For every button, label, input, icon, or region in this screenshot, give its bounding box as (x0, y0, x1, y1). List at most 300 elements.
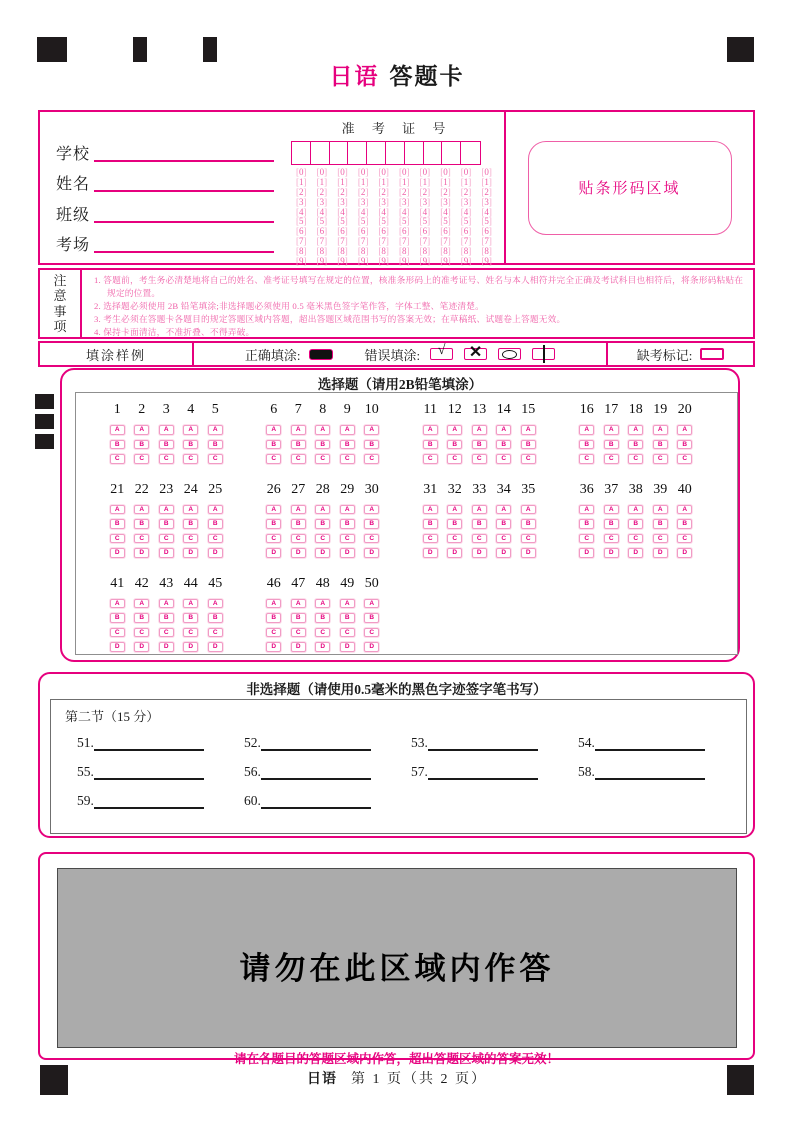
answer-bubble-18-C[interactable]: C (628, 454, 643, 464)
answer-bubble-9-C[interactable]: C (340, 454, 355, 464)
digit-bubble[interactable]: [2] (460, 186, 472, 197)
answer-bubble-30-A[interactable]: A (364, 505, 379, 515)
answer-bubble-43-C[interactable]: C (159, 628, 174, 638)
answer-bubble-2-B[interactable]: B (134, 440, 149, 450)
answer-bubble-18-A[interactable]: A (628, 425, 643, 435)
answer-bubble-16-B[interactable]: B (579, 440, 594, 450)
answer-bubble-9-A[interactable]: A (340, 425, 355, 435)
digit-bubble[interactable]: [6] (378, 226, 389, 237)
digit-bubble[interactable]: [1] (378, 176, 389, 187)
answer-bubble-40-B[interactable]: B (677, 519, 692, 529)
answer-bubble-11-B[interactable]: B (423, 440, 438, 450)
answer-bubble-32-A[interactable]: A (447, 505, 462, 515)
digit-bubble[interactable]: [9] (296, 256, 307, 267)
digit-bubble[interactable]: [1] (399, 176, 410, 187)
answer-bubble-38-B[interactable]: B (628, 519, 643, 529)
answer-bubble-22-A[interactable]: A (134, 505, 149, 515)
answer-bubble-16-C[interactable]: C (579, 454, 594, 464)
answer-bubble-41-A[interactable]: A (110, 599, 125, 609)
answer-bubble-42-B[interactable]: B (134, 613, 149, 623)
answer-bubble-4-A[interactable]: A (183, 425, 198, 435)
answer-bubble-35-A[interactable]: A (521, 505, 536, 515)
digit-bubble[interactable]: [6] (296, 226, 307, 237)
answer-bubble-11-C[interactable]: C (423, 454, 438, 464)
answer-bubble-25-B[interactable]: B (208, 519, 223, 529)
digit-bubble[interactable]: [7] (378, 236, 389, 247)
digit-bubble[interactable]: [2] (399, 186, 410, 197)
answer-bubble-34-B[interactable]: B (496, 519, 511, 529)
digit-bubble[interactable]: [6] (316, 226, 328, 237)
answer-bubble-44-B[interactable]: B (183, 613, 198, 623)
digit-bubble[interactable]: [3] (460, 196, 472, 207)
answer-bubble-31-B[interactable]: B (423, 519, 438, 529)
exam-number-box[interactable] (310, 141, 331, 165)
digit-bubble[interactable]: [4] (316, 206, 328, 217)
answer-bubble-33-C[interactable]: C (472, 534, 487, 544)
digit-bubble[interactable]: [3] (378, 196, 389, 207)
answer-bubble-6-B[interactable]: B (266, 440, 281, 450)
answer-bubble-12-A[interactable]: A (447, 425, 462, 435)
subjective-blank-line[interactable] (595, 767, 705, 780)
digit-bubble[interactable]: [5] (460, 216, 472, 227)
digit-bubble[interactable]: [2] (378, 186, 389, 197)
field-blank-line[interactable] (94, 174, 274, 192)
answer-bubble-29-C[interactable]: C (340, 534, 355, 544)
digit-bubble[interactable]: [8] (481, 246, 492, 257)
digit-bubble[interactable]: [4] (337, 206, 348, 217)
digit-bubble[interactable]: [6] (357, 226, 369, 237)
digit-bubble[interactable]: [7] (460, 236, 472, 247)
answer-bubble-47-D[interactable]: D (291, 642, 306, 652)
digit-bubble[interactable]: [1] (296, 176, 307, 187)
digit-bubble[interactable]: [4] (399, 206, 410, 217)
answer-bubble-34-C[interactable]: C (496, 534, 511, 544)
answer-bubble-42-D[interactable]: D (134, 642, 149, 652)
answer-bubble-44-C[interactable]: C (183, 628, 198, 638)
subjective-blank-line[interactable] (261, 796, 371, 809)
answer-bubble-43-A[interactable]: A (159, 599, 174, 609)
digit-bubble[interactable]: [5] (399, 216, 410, 227)
answer-bubble-16-A[interactable]: A (579, 425, 594, 435)
absent-mark-box[interactable] (700, 348, 724, 360)
digit-bubble[interactable]: [9] (481, 256, 492, 267)
answer-bubble-45-A[interactable]: A (208, 599, 223, 609)
digit-bubble[interactable]: [1] (316, 176, 328, 187)
digit-bubble[interactable]: [2] (440, 186, 451, 197)
answer-bubble-36-D[interactable]: D (579, 548, 594, 558)
answer-bubble-46-C[interactable]: C (266, 628, 281, 638)
answer-bubble-1-C[interactable]: C (110, 454, 125, 464)
exam-number-box[interactable] (441, 141, 462, 165)
answer-bubble-21-C[interactable]: C (110, 534, 125, 544)
answer-bubble-1-A[interactable]: A (110, 425, 125, 435)
answer-bubble-34-A[interactable]: A (496, 505, 511, 515)
answer-bubble-32-C[interactable]: C (447, 534, 462, 544)
answer-bubble-1-B[interactable]: B (110, 440, 125, 450)
subjective-blank-line[interactable] (595, 738, 705, 751)
answer-bubble-22-C[interactable]: C (134, 534, 149, 544)
answer-bubble-45-D[interactable]: D (208, 642, 223, 652)
answer-bubble-5-A[interactable]: A (208, 425, 223, 435)
digit-bubble[interactable]: [0] (440, 167, 451, 177)
subjective-blank-line[interactable] (261, 738, 371, 751)
answer-bubble-6-A[interactable]: A (266, 425, 281, 435)
digit-bubble[interactable]: [1] (337, 176, 348, 187)
digit-bubble[interactable]: [3] (481, 196, 492, 207)
answer-bubble-33-A[interactable]: A (472, 505, 487, 515)
subjective-blank-line[interactable] (261, 767, 371, 780)
answer-bubble-25-C[interactable]: C (208, 534, 223, 544)
answer-bubble-38-D[interactable]: D (628, 548, 643, 558)
field-blank-line[interactable] (94, 205, 274, 223)
answer-bubble-17-C[interactable]: C (604, 454, 619, 464)
answer-bubble-22-B[interactable]: B (134, 519, 149, 529)
answer-bubble-46-D[interactable]: D (266, 642, 281, 652)
answer-bubble-47-A[interactable]: A (291, 599, 306, 609)
answer-bubble-41-C[interactable]: C (110, 628, 125, 638)
exam-number-box[interactable] (404, 141, 425, 165)
answer-bubble-13-C[interactable]: C (472, 454, 487, 464)
answer-bubble-29-D[interactable]: D (340, 548, 355, 558)
digit-bubble[interactable]: [6] (337, 226, 348, 237)
answer-bubble-36-C[interactable]: C (579, 534, 594, 544)
answer-bubble-30-D[interactable]: D (364, 548, 379, 558)
answer-bubble-26-A[interactable]: A (266, 505, 281, 515)
answer-bubble-49-D[interactable]: D (340, 642, 355, 652)
answer-bubble-35-D[interactable]: D (521, 548, 536, 558)
answer-bubble-19-A[interactable]: A (653, 425, 668, 435)
answer-bubble-17-A[interactable]: A (604, 425, 619, 435)
answer-bubble-45-C[interactable]: C (208, 628, 223, 638)
answer-bubble-49-C[interactable]: C (340, 628, 355, 638)
answer-bubble-44-D[interactable]: D (183, 642, 198, 652)
answer-bubble-22-D[interactable]: D (134, 548, 149, 558)
answer-bubble-48-B[interactable]: B (315, 613, 330, 623)
digit-bubble[interactable]: [3] (440, 196, 451, 207)
digit-bubble[interactable]: [0] (337, 167, 348, 177)
digit-bubble[interactable]: [1] (460, 176, 472, 187)
digit-bubble[interactable]: [9] (440, 256, 451, 267)
answer-bubble-2-A[interactable]: A (134, 425, 149, 435)
barcode-paste-area[interactable] (528, 141, 732, 235)
answer-bubble-41-B[interactable]: B (110, 613, 125, 623)
answer-bubble-42-C[interactable]: C (134, 628, 149, 638)
answer-bubble-36-B[interactable]: B (579, 519, 594, 529)
answer-bubble-37-B[interactable]: B (604, 519, 619, 529)
digit-bubble[interactable]: [3] (296, 196, 307, 207)
answer-bubble-31-D[interactable]: D (423, 548, 438, 558)
answer-bubble-6-C[interactable]: C (266, 454, 281, 464)
field-blank-line[interactable] (94, 144, 274, 162)
answer-bubble-35-B[interactable]: B (521, 519, 536, 529)
answer-bubble-40-C[interactable]: C (677, 534, 692, 544)
answer-bubble-39-A[interactable]: A (653, 505, 668, 515)
answer-bubble-46-A[interactable]: A (266, 599, 281, 609)
subjective-blank-line[interactable] (94, 796, 204, 809)
answer-bubble-29-A[interactable]: A (340, 505, 355, 515)
answer-bubble-35-C[interactable]: C (521, 534, 536, 544)
answer-bubble-3-C[interactable]: C (159, 454, 174, 464)
digit-bubble[interactable]: [8] (296, 246, 307, 257)
digit-bubble[interactable]: [7] (399, 236, 410, 247)
answer-bubble-23-C[interactable]: C (159, 534, 174, 544)
answer-bubble-28-C[interactable]: C (315, 534, 330, 544)
digit-bubble[interactable]: [6] (419, 226, 431, 237)
digit-bubble[interactable]: [0] (316, 167, 328, 177)
answer-bubble-36-A[interactable]: A (579, 505, 594, 515)
answer-bubble-28-B[interactable]: B (315, 519, 330, 529)
answer-bubble-39-C[interactable]: C (653, 534, 668, 544)
answer-bubble-37-C[interactable]: C (604, 534, 619, 544)
digit-bubble[interactable]: [7] (296, 236, 307, 247)
digit-bubble[interactable]: [3] (419, 196, 431, 207)
exam-number-box[interactable] (460, 141, 481, 165)
digit-bubble[interactable]: [9] (337, 256, 348, 267)
digit-bubble[interactable]: [3] (337, 196, 348, 207)
digit-bubble[interactable]: [8] (419, 246, 431, 257)
digit-bubble[interactable]: [8] (460, 246, 472, 257)
answer-bubble-3-B[interactable]: B (159, 440, 174, 450)
digit-bubble[interactable]: [9] (399, 256, 410, 267)
answer-bubble-50-C[interactable]: C (364, 628, 379, 638)
answer-bubble-30-C[interactable]: C (364, 534, 379, 544)
answer-bubble-38-A[interactable]: A (628, 505, 643, 515)
answer-bubble-19-B[interactable]: B (653, 440, 668, 450)
digit-bubble[interactable]: [4] (481, 206, 492, 217)
answer-bubble-49-A[interactable]: A (340, 599, 355, 609)
answer-bubble-27-C[interactable]: C (291, 534, 306, 544)
answer-bubble-8-C[interactable]: C (315, 454, 330, 464)
answer-bubble-39-D[interactable]: D (653, 548, 668, 558)
answer-bubble-26-D[interactable]: D (266, 548, 281, 558)
digit-bubble[interactable]: [7] (481, 236, 492, 247)
answer-bubble-12-C[interactable]: C (447, 454, 462, 464)
answer-bubble-50-A[interactable]: A (364, 599, 379, 609)
answer-bubble-25-D[interactable]: D (208, 548, 223, 558)
answer-bubble-15-B[interactable]: B (521, 440, 536, 450)
answer-bubble-46-B[interactable]: B (266, 613, 281, 623)
digit-bubble[interactable]: [2] (357, 186, 369, 197)
digit-bubble[interactable]: [5] (419, 216, 431, 227)
answer-bubble-21-B[interactable]: B (110, 519, 125, 529)
answer-bubble-8-A[interactable]: A (315, 425, 330, 435)
digit-bubble[interactable]: [4] (440, 206, 451, 217)
answer-bubble-27-D[interactable]: D (291, 548, 306, 558)
answer-bubble-4-C[interactable]: C (183, 454, 198, 464)
exam-number-box[interactable] (385, 141, 406, 165)
digit-bubble[interactable]: [6] (440, 226, 451, 237)
digit-bubble[interactable]: [1] (419, 176, 431, 187)
answer-bubble-38-C[interactable]: C (628, 534, 643, 544)
answer-bubble-37-A[interactable]: A (604, 505, 619, 515)
digit-bubble[interactable]: [0] (378, 167, 389, 177)
digit-bubble[interactable]: [9] (460, 256, 472, 267)
answer-bubble-10-A[interactable]: A (364, 425, 379, 435)
digit-bubble[interactable]: [8] (399, 246, 410, 257)
digit-bubble[interactable]: [6] (481, 226, 492, 237)
subjective-blank-line[interactable] (94, 738, 204, 751)
answer-bubble-37-D[interactable]: D (604, 548, 619, 558)
exam-number-box[interactable] (329, 141, 350, 165)
subjective-blank-line[interactable] (428, 767, 538, 780)
answer-bubble-24-B[interactable]: B (183, 519, 198, 529)
digit-bubble[interactable]: [9] (378, 256, 389, 267)
digit-bubble[interactable]: [1] (440, 176, 451, 187)
answer-bubble-24-D[interactable]: D (183, 548, 198, 558)
answer-bubble-11-A[interactable]: A (423, 425, 438, 435)
digit-bubble[interactable]: [0] (460, 167, 472, 177)
exam-number-box[interactable] (347, 141, 368, 165)
answer-bubble-7-C[interactable]: C (291, 454, 306, 464)
answer-bubble-41-D[interactable]: D (110, 642, 125, 652)
answer-bubble-31-A[interactable]: A (423, 505, 438, 515)
digit-bubble[interactable]: [0] (419, 167, 431, 177)
digit-bubble[interactable]: [5] (481, 216, 492, 227)
digit-bubble[interactable]: [4] (460, 206, 472, 217)
answer-bubble-24-C[interactable]: C (183, 534, 198, 544)
digit-bubble[interactable]: [0] (399, 167, 410, 177)
answer-bubble-21-A[interactable]: A (110, 505, 125, 515)
answer-bubble-8-B[interactable]: B (315, 440, 330, 450)
digit-bubble[interactable]: [1] (357, 176, 369, 187)
answer-bubble-7-A[interactable]: A (291, 425, 306, 435)
digit-bubble[interactable]: [9] (357, 256, 369, 267)
digit-bubble[interactable]: [5] (316, 216, 328, 227)
digit-bubble[interactable]: [7] (337, 236, 348, 247)
digit-bubble[interactable]: [5] (337, 216, 348, 227)
digit-bubble[interactable]: [3] (316, 196, 328, 207)
answer-bubble-19-C[interactable]: C (653, 454, 668, 464)
digit-bubble[interactable]: [8] (440, 246, 451, 257)
answer-bubble-20-B[interactable]: B (677, 440, 692, 450)
digit-bubble[interactable]: [5] (378, 216, 389, 227)
answer-bubble-10-B[interactable]: B (364, 440, 379, 450)
answer-bubble-12-B[interactable]: B (447, 440, 462, 450)
digit-bubble[interactable]: [2] (481, 186, 492, 197)
answer-bubble-27-B[interactable]: B (291, 519, 306, 529)
answer-bubble-43-D[interactable]: D (159, 642, 174, 652)
answer-bubble-34-D[interactable]: D (496, 548, 511, 558)
answer-bubble-28-A[interactable]: A (315, 505, 330, 515)
digit-bubble[interactable]: [5] (440, 216, 451, 227)
answer-bubble-7-B[interactable]: B (291, 440, 306, 450)
answer-bubble-48-A[interactable]: A (315, 599, 330, 609)
answer-bubble-10-C[interactable]: C (364, 454, 379, 464)
answer-bubble-40-A[interactable]: A (677, 505, 692, 515)
answer-bubble-20-A[interactable]: A (677, 425, 692, 435)
answer-bubble-23-D[interactable]: D (159, 548, 174, 558)
answer-bubble-14-C[interactable]: C (496, 454, 511, 464)
digit-bubble[interactable]: [2] (296, 186, 307, 197)
answer-bubble-44-A[interactable]: A (183, 599, 198, 609)
answer-bubble-23-A[interactable]: A (159, 505, 174, 515)
answer-bubble-48-C[interactable]: C (315, 628, 330, 638)
answer-bubble-43-B[interactable]: B (159, 613, 174, 623)
answer-bubble-50-B[interactable]: B (364, 613, 379, 623)
answer-bubble-31-C[interactable]: C (423, 534, 438, 544)
digit-bubble[interactable]: [7] (316, 236, 328, 247)
exam-number-box[interactable] (366, 141, 387, 165)
digit-bubble[interactable]: [4] (419, 206, 431, 217)
subjective-blank-line[interactable] (428, 738, 538, 751)
digit-bubble[interactable]: [3] (357, 196, 369, 207)
answer-bubble-33-B[interactable]: B (472, 519, 487, 529)
digit-bubble[interactable]: [5] (296, 216, 307, 227)
answer-bubble-17-B[interactable]: B (604, 440, 619, 450)
exam-number-box[interactable] (291, 141, 312, 165)
answer-bubble-26-C[interactable]: C (266, 534, 281, 544)
digit-bubble[interactable]: [6] (399, 226, 410, 237)
answer-bubble-40-D[interactable]: D (677, 548, 692, 558)
answer-bubble-21-D[interactable]: D (110, 548, 125, 558)
digit-bubble[interactable]: [5] (357, 216, 369, 227)
answer-bubble-48-D[interactable]: D (315, 642, 330, 652)
answer-bubble-28-D[interactable]: D (315, 548, 330, 558)
digit-bubble[interactable]: [8] (378, 246, 389, 257)
answer-bubble-20-C[interactable]: C (677, 454, 692, 464)
answer-bubble-45-B[interactable]: B (208, 613, 223, 623)
answer-bubble-32-B[interactable]: B (447, 519, 462, 529)
digit-bubble[interactable]: [2] (419, 186, 431, 197)
answer-bubble-15-A[interactable]: A (521, 425, 536, 435)
answer-bubble-3-A[interactable]: A (159, 425, 174, 435)
answer-bubble-5-C[interactable]: C (208, 454, 223, 464)
answer-bubble-49-B[interactable]: B (340, 613, 355, 623)
digit-bubble[interactable]: [4] (357, 206, 369, 217)
answer-bubble-13-B[interactable]: B (472, 440, 487, 450)
digit-bubble[interactable]: [9] (316, 256, 328, 267)
answer-bubble-25-A[interactable]: A (208, 505, 223, 515)
digit-bubble[interactable]: [3] (399, 196, 410, 207)
answer-bubble-30-B[interactable]: B (364, 519, 379, 529)
answer-bubble-13-A[interactable]: A (472, 425, 487, 435)
answer-bubble-29-B[interactable]: B (340, 519, 355, 529)
answer-bubble-15-C[interactable]: C (521, 454, 536, 464)
answer-bubble-5-B[interactable]: B (208, 440, 223, 450)
digit-bubble[interactable]: [7] (440, 236, 451, 247)
answer-bubble-14-A[interactable]: A (496, 425, 511, 435)
answer-bubble-39-B[interactable]: B (653, 519, 668, 529)
digit-bubble[interactable]: [6] (460, 226, 472, 237)
digit-bubble[interactable]: [4] (296, 206, 307, 217)
digit-bubble[interactable]: [7] (357, 236, 369, 247)
digit-bubble[interactable]: [2] (337, 186, 348, 197)
answer-bubble-47-C[interactable]: C (291, 628, 306, 638)
digit-bubble[interactable]: [0] (481, 167, 492, 177)
answer-bubble-24-A[interactable]: A (183, 505, 198, 515)
digit-bubble[interactable]: [8] (357, 246, 369, 257)
digit-bubble[interactable]: [7] (419, 236, 431, 247)
answer-bubble-18-B[interactable]: B (628, 440, 643, 450)
exam-number-box[interactable] (423, 141, 444, 165)
answer-bubble-2-C[interactable]: C (134, 454, 149, 464)
answer-bubble-23-B[interactable]: B (159, 519, 174, 529)
answer-bubble-42-A[interactable]: A (134, 599, 149, 609)
digit-bubble[interactable]: [0] (357, 167, 369, 177)
subjective-blank-line[interactable] (94, 767, 204, 780)
digit-bubble[interactable]: [0] (296, 167, 307, 177)
field-blank-line[interactable] (94, 235, 274, 253)
answer-bubble-14-B[interactable]: B (496, 440, 511, 450)
answer-bubble-47-B[interactable]: B (291, 613, 306, 623)
answer-bubble-27-A[interactable]: A (291, 505, 306, 515)
digit-bubble[interactable]: [4] (378, 206, 389, 217)
digit-bubble[interactable]: [9] (419, 256, 431, 267)
answer-bubble-32-D[interactable]: D (447, 548, 462, 558)
digit-bubble[interactable]: [8] (316, 246, 328, 257)
answer-bubble-33-D[interactable]: D (472, 548, 487, 558)
answer-bubble-9-B[interactable]: B (340, 440, 355, 450)
